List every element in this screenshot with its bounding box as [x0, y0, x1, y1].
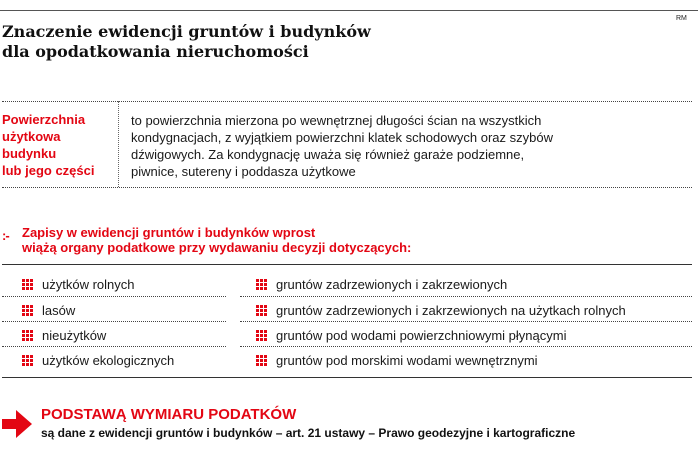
definition-line: kondygnacjach, z wyjątkiem powierzchni klatek schodowych oraz szybów: [131, 130, 553, 145]
arrow-right-icon: [2, 410, 32, 438]
row-divider: [2, 346, 226, 347]
red-dot-grid-icon: [22, 330, 33, 341]
lead-line-1: Zapisy w ewidencji gruntów i budynków wprost: [22, 225, 316, 240]
author-badge: RM: [676, 15, 687, 22]
list-bottom-rule: [2, 377, 692, 378]
list-item-label: lasów: [42, 302, 76, 318]
lead-line-2: wiążą organy podatkowe przy wydawaniu decyzji dotyczących:: [22, 240, 412, 255]
definition-line: dźwigowych. Za kondygnację uważa się również garaże podziemne,: [131, 147, 525, 162]
list-top-rule: [2, 264, 692, 265]
list-item-label: gruntów zadrzewionych i zakrzewionych: [276, 276, 508, 292]
definition-line: to powierzchnia mierzona po wewnętrznej długości ścian na wszystkich: [131, 113, 542, 128]
list-item: [22, 274, 134, 294]
red-dot-grid-icon: [256, 355, 267, 366]
term-line: lub jego części: [2, 163, 95, 178]
row-divider: [2, 321, 226, 322]
red-dot-grid-icon: [256, 279, 267, 290]
list-item-label: gruntów pod wodami powierzchniowymi płynącymi: [276, 327, 567, 343]
footer-subtitle: są dane z ewidencji gruntów i budynków – art. 21 ustawy – Prawo geodezyjne i kartograficzne: [41, 426, 576, 440]
lead-heading: [22, 225, 682, 255]
title-line-1: Znaczenie ewidencji gruntów i budynków: [2, 22, 371, 41]
list-item: [256, 350, 538, 370]
term-line: budynku: [2, 146, 57, 161]
title-line-2: dla opodatkowania nieruchomości: [2, 42, 309, 61]
red-dot-grid-icon: [22, 355, 33, 366]
definition-line: piwnice, sutereny i poddasza użytkowe: [131, 164, 356, 179]
definition-text: [131, 112, 601, 180]
red-dot-grid-icon: [22, 279, 33, 290]
list-item: [22, 350, 174, 370]
list-item-label: użytków rolnych: [42, 276, 135, 292]
row-divider: [240, 321, 692, 322]
term-line: użytkowa: [2, 129, 61, 144]
list-item: [22, 300, 75, 320]
row-divider: [240, 296, 692, 297]
red-dot-grid-icon: [256, 330, 267, 341]
list-item-label: gruntów pod morskimi wodami wewnętrznymi: [276, 352, 538, 368]
footer-title: PODSTAWĄ WYMIARU PODATKÓW: [41, 406, 297, 423]
list-item-label: użytków ekologicznych: [42, 352, 175, 368]
row-divider: [240, 346, 692, 347]
definition-term: [2, 111, 114, 179]
definition-column-divider: [118, 101, 119, 187]
list-item: [256, 300, 626, 320]
red-dot-grid-icon: [22, 305, 33, 316]
page-title: [2, 22, 462, 62]
list-item: [22, 325, 106, 345]
term-line: Powierzchnia: [2, 112, 86, 127]
list-item-label: gruntów zadrzewionych i zakrzewionych na użytkach rolnych: [276, 302, 626, 318]
definition-bottom-divider: [2, 187, 692, 188]
lead-marker-icon: :-: [2, 228, 9, 243]
list-item: [256, 274, 507, 294]
red-dot-grid-icon: [256, 305, 267, 316]
row-divider: [2, 296, 226, 297]
definition-top-divider: [2, 101, 692, 102]
list-item: [256, 325, 566, 345]
top-rule: [0, 10, 698, 11]
list-item-label: nieużytków: [42, 327, 107, 343]
